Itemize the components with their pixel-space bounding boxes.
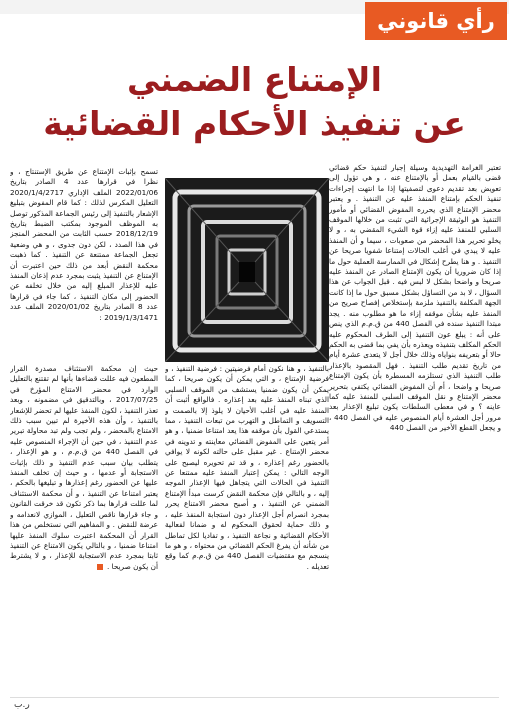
article-column-right: تعتبر الغرامة التهديدية وسيلة إجبار لتنفيذ حكم قضائي قضى بالقيام بعمل أو بالإمتناع عنه ، و هي تؤول إلى تعويض بعد تقديم دعوى لتصفيتها إذا ما انتهت إجراءات تنفيذ الحكم بإمتناع المنفذ عليه عن التنفيذ . و يعتبر محضر الإمتناع الذي يحرره المفوض القضائي أو مأمور التنفيذ هو الوثيقة الإجرائية التي تثبت من خلالها الموقف السلبي للمنفذ عليه إزاء قوة الشيء المقضي به ، و لا يخلو تحرير هذا المحضر من صعوبات ، سيما و أن المنفذ عليه لا يبدي في أغلب الحالات إمتناعا شفويا صريحا عن التنفيذ . و هنا يطرح إشكال في الممارسة العملية حول ما إذا كان ضروريا أن يكون الإمتناع الصادر عن المنفذ عليه صريحا و واضحا بشكل لا لبس فيه . قبل الجواب عن هذا السؤال ، لا بد من التساؤل بشكل مسبق حول ما إذا كانت الجهة المكلفة بالتنفيذ ملزمة بإستخلاص إفصاح صريح من المنفذ عليه بشأن موقفه إزاء ما هو مطلوب منه . يجد مبتدا التنفيذ سنده في الفصل 440 من ق.م.م الذي ينص على أنه : يبلغ عون التنفيذ إلى الطرف المحكوم عليه الحكم المكلف بتنفيذه ويعذره بأن يفي بما قضى به الحكم حالا أو بتعريفه بنواياه وذلك خلال أجل لا يتعدى عشرة أيام من تاريخ تقديم طلب التنفيذ . فهل المقصود بالإعذار طلب التنفيذ الذي تستلزمه المسطرة بأن يكون الإمتناع صريحا و واضحا ، أم أن المفوض القضائي يكتفي بتحرير محضر الإمتناع و نقل الموقف السلبي للمنفذ عليه كما عاينه ؟ و في معطى السلطات يكون تبليغ الإعذار بعد مرور أجل العشرة أيام المنصوص عليه في الفصل 440 ، و يجعل القطع الأخير من الفصل 440 [329, 163, 501, 433]
article-column-middle: بالتنفيذ ، و هنا نكون أمام فرضيتين : فرضية التنفيذ ، و فرضية الإمتناع ، و التي يمكن أن يكون صريحا ، كما يمكن أن يكون ضمنيا يستشف من الموقف السلبي الذي تبناه المنفذ عليه بعد إعذاره . فالواقع أثبت أن المنفذ عليه في أغلب الأحيان لا يلوذ إلا بالصمت و التسويف و التماطل و التهرب من تبعات التنفيذ ، مما يستدعي القول بأن موقفه هذا يعد امتناعا ضمنيا ، و هو أمر يتعين على المفوض القضائي معاينته و تدوينه في محضر الإمتناع . غير مقبل على حالته لكونه لا يوافي بالحضور رغم إعذاره ، و قد تم تحويره ليصبح على الوجه التالي : يمكن إعتبار المنفذ عليه ممتنعا عن التنفيذ في الحالات التي يتجاهل فيها الإعذار الموجه إليه ، و بالتالي فإن محكمة النقض كرست مبدأ الإمتناع الضمني عن التنفيذ ، و أصبح محضر الامتناع يحرر بمجرد انصرام أجل الإعذار دون استجابة المنفذ عليه ، و ذلك حماية لحقوق المحكوم له و ضمانا لفعالية الأحكام القضائية و نجاعة التنفيذ ، و تفاديا لكل تماطل من شأنه أن يفرغ الحكم القضائي من محتواه ، و هو ما ينسجم مع مقتضيات الفصل 440 من ق.م.م كما وقع تعديله . [165, 364, 329, 571]
article-column-left-bottom [10, 364, 158, 676]
headline-line-1: الإمتناع الضمني [127, 60, 382, 99]
author-initials: ر.ب [14, 700, 30, 710]
spiral-staircase-photo [165, 178, 329, 362]
headline-line-2: عن تنفيذ الأحكام القضائية [43, 104, 466, 143]
article-column-left-top: تسمح بإثبات الإمتناع عن طريق الإستنتاج ، و نظرا في قرارها عدد 4 الصادر بتاريخ 2022/01/06 الملف الإداري 2020/1/4/2717 التعليل المكرس لذلك : كما قام المفوض بتبليغ الإشعار بالتنفيذ إلى رئيس الجماعة المذكور توصل به الموظف الموجود بمكتب الضبط بتاريخ 2018/12/19 حسب الثابت من المحضر المنجز في هذا الصدد ، لكن دون جدوى ، و هي وضعية تجعل الجماعة ممتنعة عن التنفيذ . كما ذهبت محكمة النقض أبعد من ذلك حين اعتبرت أن الإمتناع عن التنفيذ يثبت بمجرد عدم إذعان المنفذ عليه للإعذار المبلغ إليه من خلال تخلفه عن الحضور إلى مكان التنفيذ ، كما جاء في قرارها عدد 8 الصادر بتاريخ 2020/01/02 الملف عدد 2019/1/3/1471 : [10, 167, 158, 322]
footer-divider [10, 697, 499, 698]
article-column-left-bottom-text: حيث إن محكمة الاستئناف مصدرة القرار المطعون فيه عللت قضاءها بأنها لم تقتنع بالتعليل الوارد في محضر الامتناع المؤرخ في 2017/07/25 ، وبالتدقيق في مضمونه ، وبعد تعذر التنفيذ ، لكون المنفذ عليها لم تحضر للإشعار بالتنفيذ ، وأن هذه الأخيرة لم تبين سبب ذلك الامتناع بالمحضر ، ولم تجب ولم تبد محاولة تبرير عدم التنفيذ ، في حين أن الإجراء المنصوص عليه في الفصل 440 من ق.م.م ، و هو الإعذار ، يتطلب بيان سبب عدم التنفيذ و ذلك بإثبات الاستجابة أو عدمها ، و حيث إن تخلف المنفذ عليها عن الحضور رغم إعذارها و تبليغها بالحكم ، يعتبر امتناعا عن التنفيذ ، و أن محكمة الاستئناف لما عللت قرارها بما ذكر تكون قد خرقت القانون و جاء قرارها ناقص التعليل ، الموازي لانعدامه و عرضة للنقض . و المفاهيم التي نستخلص من هذا القرار أن المحكمة اعتبرت سلوك المنفذ عليها امتناعا ضمنيا ، و بالتالي يكون الامتناع عن التنفيذ ثابتا بمجرد عدم الاستجابة للإعذار ، و لا يشترط أن يكون صريحا . [10, 364, 158, 571]
end-of-article-icon [97, 564, 103, 570]
section-tag: رأي قانوني [365, 2, 507, 40]
